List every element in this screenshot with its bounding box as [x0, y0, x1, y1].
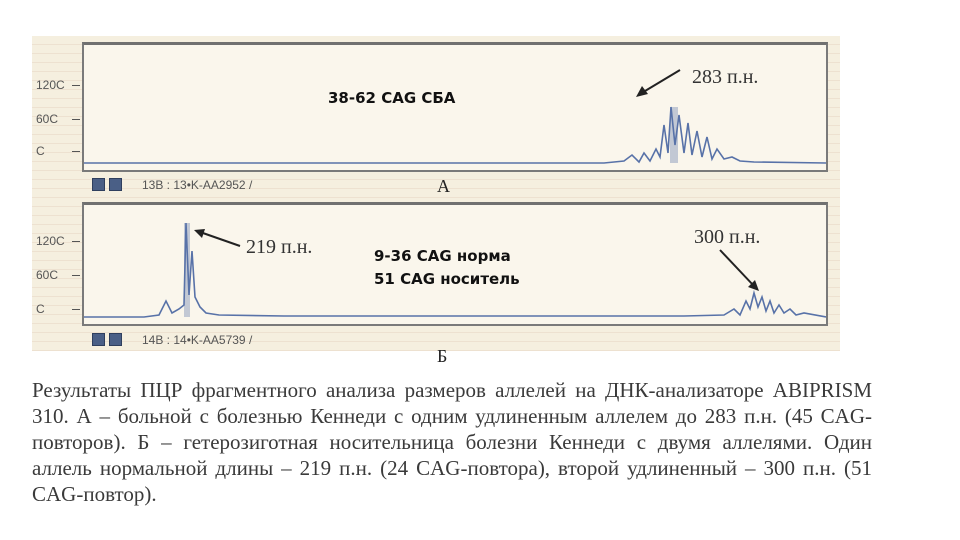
peak-annotation: 300 п.н.	[694, 226, 761, 248]
panel-a-trace	[84, 45, 826, 170]
y-tick-label: 120C	[36, 234, 65, 248]
color-square	[92, 333, 105, 346]
color-square	[109, 178, 122, 191]
y-tick	[72, 241, 80, 242]
peak-annotation: 219 п.н.	[246, 236, 313, 258]
sample-label: 14B : 14•K-AA5739 /	[142, 333, 253, 347]
panel-letter: А	[437, 176, 450, 196]
peak-annotation: 283 п.н.	[692, 66, 759, 88]
y-tick	[72, 151, 80, 152]
figure-caption: Результаты ПЦР фрагментного анализа размеров аллелей на ДНК-анализаторе ABIPRISM 310. А – больной с болезнью Кеннеди с одним удлиненным аллелем до 283 п.н. (45 CAG-повторов). Б – гетерозиготная носительница болезни Кеннеди с двумя аллелями. Один аллель нормальной длины – 219 п.н. (24 CAG-повтора), второй удлиненный – 300 п.н. (51 CAG-повтор).	[32, 378, 872, 506]
y-tick	[72, 275, 80, 276]
y-tick-label: C	[36, 144, 45, 158]
color-square	[109, 333, 122, 346]
panel-a-plot	[82, 42, 828, 172]
overlay-label: 9-36 CAG норма	[374, 247, 511, 265]
color-square	[92, 178, 105, 191]
y-tick	[72, 119, 80, 120]
overlay-label: 38-62 CAG СБА	[328, 89, 456, 107]
y-tick-label: 60C	[36, 268, 59, 282]
arrow-icon	[630, 66, 690, 100]
y-tick	[72, 309, 80, 310]
y-tick	[72, 85, 80, 86]
arrow-icon	[716, 248, 762, 294]
overlay-label: 51 CAG носитель	[374, 270, 520, 288]
panel-letter: Б	[437, 346, 448, 366]
arrow-icon	[192, 228, 244, 250]
sample-label: 13B : 13•K-AA2952 /	[142, 178, 253, 192]
y-tick-label: 120C	[36, 78, 65, 92]
y-tick-label: 60C	[36, 112, 59, 126]
y-tick-label: C	[36, 302, 45, 316]
